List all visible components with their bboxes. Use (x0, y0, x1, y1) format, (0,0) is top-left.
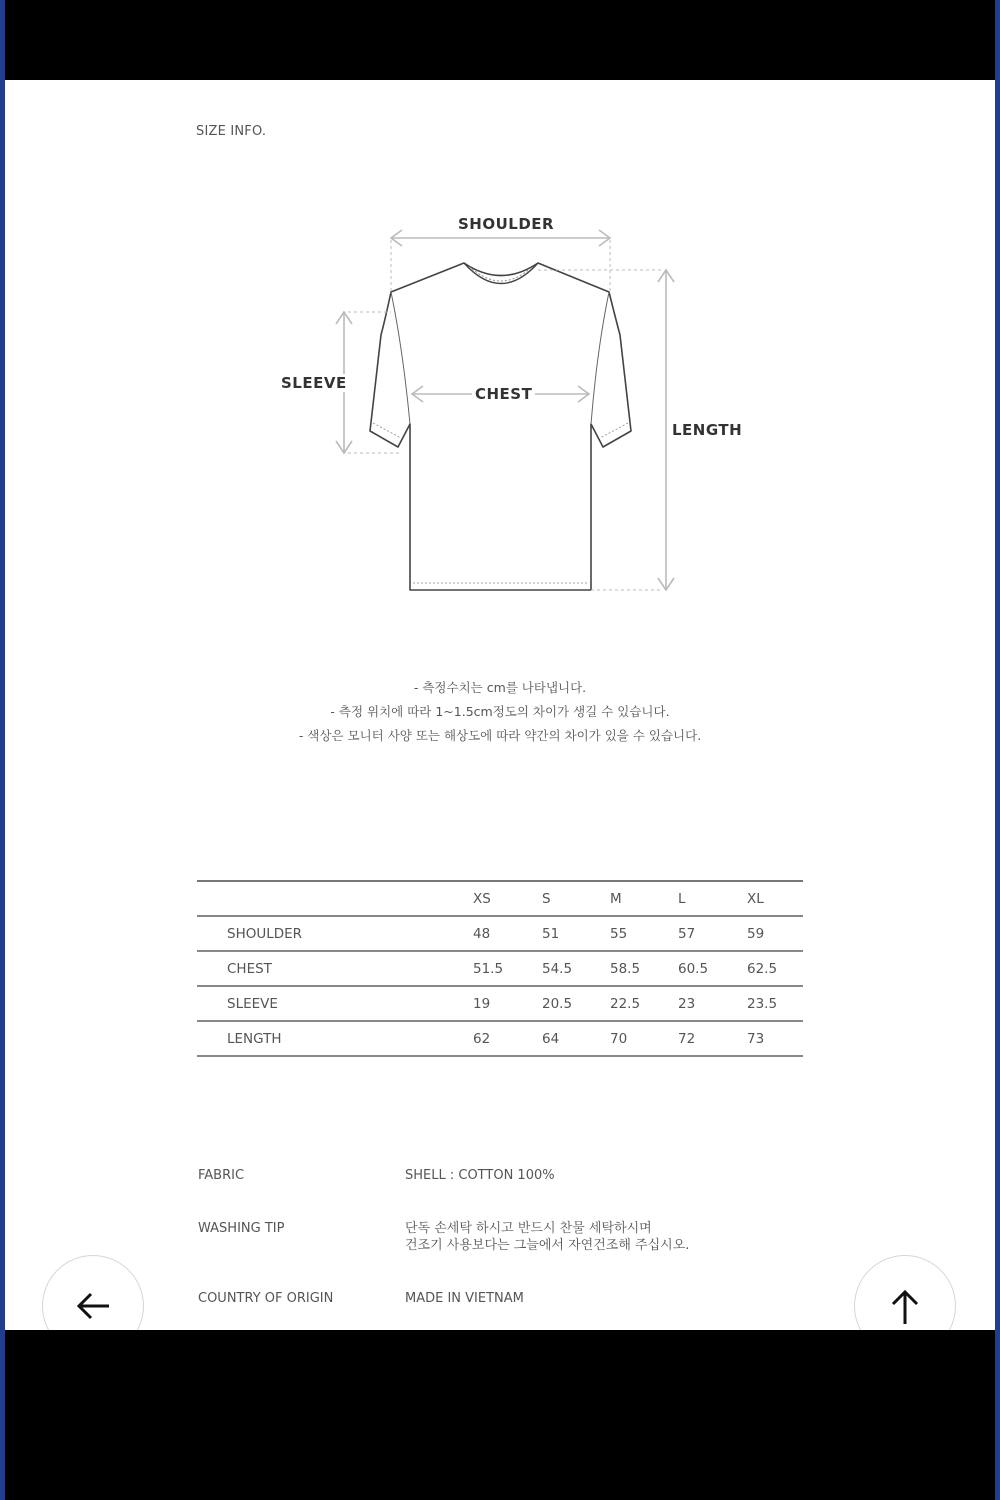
right-edge (995, 0, 1000, 1500)
origin-label: COUNTRY OF ORIGIN (198, 1291, 334, 1306)
table-cell: 60.5 (678, 960, 709, 977)
size-info-title: SIZE INFO. (196, 124, 267, 139)
table-cell: 59 (747, 925, 765, 942)
sleeve-label: SLEEVE (278, 374, 350, 392)
table-row (197, 916, 803, 951)
note-line: - 색상은 모니터 사양 또는 해상도에 따라 약간의 차이가 있을 수 있습니다. (298, 728, 702, 743)
origin-value: MADE IN VIETNAM (405, 1291, 524, 1306)
table-cell: 54.5 (542, 960, 573, 977)
washing-tip-line: 단독 손세탁 하시고 반드시 찬물 세탁하시며 (405, 1221, 652, 1236)
table-cell: 55 (610, 925, 628, 942)
table-row (197, 986, 803, 1021)
table-cell: 73 (747, 1030, 765, 1047)
arrow-left-icon (73, 1286, 113, 1326)
table-header-blank (197, 881, 473, 916)
col-header: XS (473, 890, 491, 907)
table-cell: 58.5 (610, 960, 641, 977)
tshirt-collar (464, 263, 538, 284)
washing-tip-line: 건조기 사용보다는 그늘에서 자연건조해 주십시오. (405, 1238, 690, 1253)
scroll-top-button[interactable] (854, 1255, 956, 1330)
fabric-label: FABRIC (198, 1168, 245, 1183)
table-cell: 51 (542, 925, 560, 942)
table-cell: 23.5 (747, 995, 778, 1012)
table-cell: 51.5 (473, 960, 504, 977)
washing-tip-label: WASHING TIP (198, 1221, 285, 1236)
tshirt-diagram (5, 80, 995, 640)
table-cell: 70 (610, 1030, 628, 1047)
table-cell: 62.5 (747, 960, 778, 977)
row-label: CHEST (227, 960, 272, 977)
fabric-value: SHELL : COTTON 100% (405, 1168, 555, 1183)
arrow-up-icon (885, 1286, 925, 1326)
row-label: SHOULDER (227, 925, 303, 942)
table-cell: 57 (678, 925, 696, 942)
chest-label: CHEST (472, 385, 535, 403)
tshirt-outline (370, 263, 631, 590)
col-header: M (610, 890, 622, 907)
row-label: LENGTH (227, 1030, 282, 1047)
col-header: L (678, 890, 686, 907)
table-cell: 20.5 (542, 995, 573, 1012)
shoulder-label: SHOULDER (455, 215, 557, 233)
table-row (197, 1021, 803, 1056)
table-cell: 48 (473, 925, 491, 942)
note-line: - 측정 위치에 따라 1~1.5cm정도의 차이가 생길 수 있습니다. (330, 704, 670, 719)
measurement-notes (5, 676, 995, 748)
table-cell: 19 (473, 995, 491, 1012)
row-label: SLEEVE (227, 995, 278, 1012)
washing-tip-value (405, 1220, 689, 1254)
table-cell: 22.5 (610, 995, 641, 1012)
note-line: - 측정수치는 cm를 나타냅니다. (413, 680, 587, 695)
table-cell: 72 (678, 1030, 696, 1047)
table-cell: 62 (473, 1030, 491, 1047)
size-chart-table (197, 880, 803, 1057)
length-label: LENGTH (669, 421, 745, 439)
col-header: S (542, 890, 551, 907)
table-cell: 64 (542, 1030, 560, 1047)
product-detail-page (5, 80, 995, 1330)
table-header-row (197, 881, 803, 916)
table-cell: 23 (678, 995, 696, 1012)
table-row (197, 951, 803, 986)
back-button[interactable] (42, 1255, 144, 1330)
col-header: XL (747, 890, 764, 907)
